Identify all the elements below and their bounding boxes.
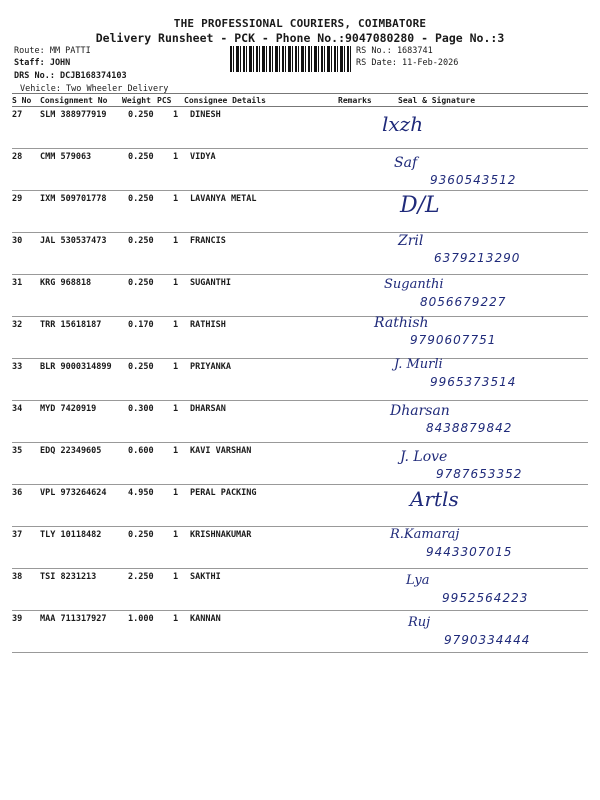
cell-consignment: TLY 10118482 xyxy=(40,530,102,540)
route-label: Route: MM PATTI xyxy=(14,46,91,56)
cell-pcs: 1 xyxy=(173,488,179,498)
signature: J. Murli xyxy=(394,357,443,372)
signature-phone: 9443307015 xyxy=(426,545,513,559)
col-sno: S No xyxy=(12,96,32,105)
company-title: THE PROFESSIONAL COURIERS, COIMBATORE xyxy=(173,17,427,30)
signature: D/L xyxy=(400,193,440,218)
cell-consignee: SAKTHI xyxy=(190,572,221,582)
cell-sno: 30 xyxy=(12,236,23,246)
cell-pcs: 1 xyxy=(173,614,179,624)
signature: Artls xyxy=(410,487,459,511)
cell-consignment: JAL 530537473 xyxy=(40,236,107,246)
signature-phone: 8438879842 xyxy=(426,421,513,435)
table-row xyxy=(12,443,588,485)
col-weight: Weight xyxy=(122,96,151,105)
table-row xyxy=(12,275,588,317)
cell-pcs: 1 xyxy=(173,278,179,288)
cell-weight: 0.250 xyxy=(128,362,154,372)
signature-phone: 9360543512 xyxy=(430,173,517,187)
rs-date: RS Date: 11-Feb-2026 xyxy=(356,58,459,68)
cell-pcs: 1 xyxy=(173,446,179,456)
cell-consignee: DHARSAN xyxy=(190,404,226,414)
cell-weight: 0.250 xyxy=(128,110,154,120)
cell-sno: 38 xyxy=(12,572,23,582)
cell-sno: 29 xyxy=(12,194,23,204)
table-row xyxy=(12,527,588,569)
table-row xyxy=(12,611,588,653)
cell-sno: 37 xyxy=(12,530,23,540)
cell-weight: 0.170 xyxy=(128,320,154,330)
runsheet-subtitle: Delivery Runsheet - PCK - Phone No.:9047080280 - Page No.:3 xyxy=(95,31,505,45)
cell-consignee: RATHISH xyxy=(190,320,226,330)
table-row xyxy=(12,359,588,401)
col-consignment: Consignment No xyxy=(40,96,108,105)
cell-weight: 2.250 xyxy=(128,572,154,582)
signature: R.Kamaraj xyxy=(390,527,460,542)
cell-consignee: KRISHNAKUMAR xyxy=(190,530,252,540)
cell-sno: 33 xyxy=(12,362,23,372)
cell-consignment: SLM 388977919 xyxy=(40,110,107,120)
cell-pcs: 1 xyxy=(173,572,179,582)
cell-consignee: PERAL PACKING xyxy=(190,488,257,498)
signature: Dharsan xyxy=(390,403,450,419)
cell-consignee: LAVANYA METAL xyxy=(190,194,257,204)
cell-sno: 28 xyxy=(12,152,23,162)
cell-consignment: CMM 579063 xyxy=(40,152,92,162)
signature-phone: 9965373514 xyxy=(430,375,517,389)
cell-pcs: 1 xyxy=(173,320,179,330)
rs-number: RS No.: 1683741 xyxy=(356,46,433,56)
table-row xyxy=(12,191,588,233)
cell-weight: 0.250 xyxy=(128,278,154,288)
cell-consignee: FRANCIS xyxy=(190,236,226,246)
signature: Lya xyxy=(406,573,430,588)
col-consignee: Consignee Details xyxy=(184,96,266,105)
cell-sno: 31 xyxy=(12,278,23,288)
header-rule-top xyxy=(12,93,588,94)
cell-consignee: DINESH xyxy=(190,110,221,120)
cell-weight: 0.250 xyxy=(128,236,154,246)
signature: Saf xyxy=(394,155,418,171)
cell-sno: 27 xyxy=(12,110,23,120)
cell-pcs: 1 xyxy=(173,236,179,246)
cell-consignee: KAVI VARSHAN xyxy=(190,446,252,456)
cell-consignment: TSI 8231213 xyxy=(40,572,97,582)
cell-consignee: VIDYA xyxy=(190,152,216,162)
cell-consignment: MAA 711317927 xyxy=(40,614,107,624)
table-row xyxy=(12,569,588,611)
signature-phone: 6379213290 xyxy=(434,251,521,265)
table-row xyxy=(12,149,588,191)
cell-sno: 39 xyxy=(12,614,23,624)
cell-consignee: KANNAN xyxy=(190,614,221,624)
cell-weight: 0.250 xyxy=(128,530,154,540)
cell-weight: 0.300 xyxy=(128,404,154,414)
signature-phone: 9790607751 xyxy=(410,333,497,347)
cell-consignment: TRR 15618187 xyxy=(40,320,102,330)
cell-consignment: KRG 968818 xyxy=(40,278,92,288)
cell-sno: 36 xyxy=(12,488,23,498)
table-row xyxy=(12,485,588,527)
signature-phone: 9952564223 xyxy=(442,591,529,605)
table-row xyxy=(12,107,588,149)
signature-phone: 8056679227 xyxy=(420,295,507,309)
cell-consignment: MYD 7420919 xyxy=(40,404,97,414)
signature: Zril xyxy=(398,233,424,249)
staff-label: Staff: JOHN xyxy=(14,58,71,68)
signature: lxzh xyxy=(382,112,424,136)
cell-consignee: PRIYANKA xyxy=(190,362,231,372)
cell-pcs: 1 xyxy=(173,152,179,162)
col-remarks: Remarks xyxy=(338,96,372,105)
cell-consignment: EDQ 22349605 xyxy=(40,446,102,456)
drs-label: DRS No.: DCJB168374103 xyxy=(14,71,127,81)
table-row xyxy=(12,233,588,275)
table-row xyxy=(12,401,588,443)
cell-weight: 0.250 xyxy=(128,194,154,204)
signature: Rathish xyxy=(374,315,429,331)
cell-pcs: 1 xyxy=(173,530,179,540)
cell-pcs: 1 xyxy=(173,362,179,372)
cell-consignment: IXM 509701778 xyxy=(40,194,107,204)
cell-weight: 0.250 xyxy=(128,152,154,162)
cell-weight: 4.950 xyxy=(128,488,154,498)
cell-sno: 32 xyxy=(12,320,23,330)
cell-sno: 34 xyxy=(12,404,23,414)
vehicle-label: Vehicle: Two Wheeler Delivery xyxy=(20,84,169,94)
signature-phone: 9790334444 xyxy=(444,633,531,647)
cell-consignee: SUGANTHI xyxy=(190,278,231,288)
table-row xyxy=(12,317,588,359)
cell-consignment: BLR 9000314899 xyxy=(40,362,112,372)
cell-weight: 1.000 xyxy=(128,614,154,624)
col-pcs: PCS xyxy=(157,96,172,105)
cell-consignment: VPL 973264624 xyxy=(40,488,107,498)
signature: J. Love xyxy=(400,449,448,465)
cell-pcs: 1 xyxy=(173,194,179,204)
cell-weight: 0.600 xyxy=(128,446,154,456)
signature-phone: 9787653352 xyxy=(436,467,523,481)
cell-pcs: 1 xyxy=(173,404,179,414)
signature: Ruj xyxy=(408,615,431,630)
barcode xyxy=(230,46,352,72)
cell-pcs: 1 xyxy=(173,110,179,120)
col-seal-signature: Seal & Signature xyxy=(398,96,476,105)
signature: Suganthi xyxy=(384,277,444,292)
cell-sno: 35 xyxy=(12,446,23,456)
